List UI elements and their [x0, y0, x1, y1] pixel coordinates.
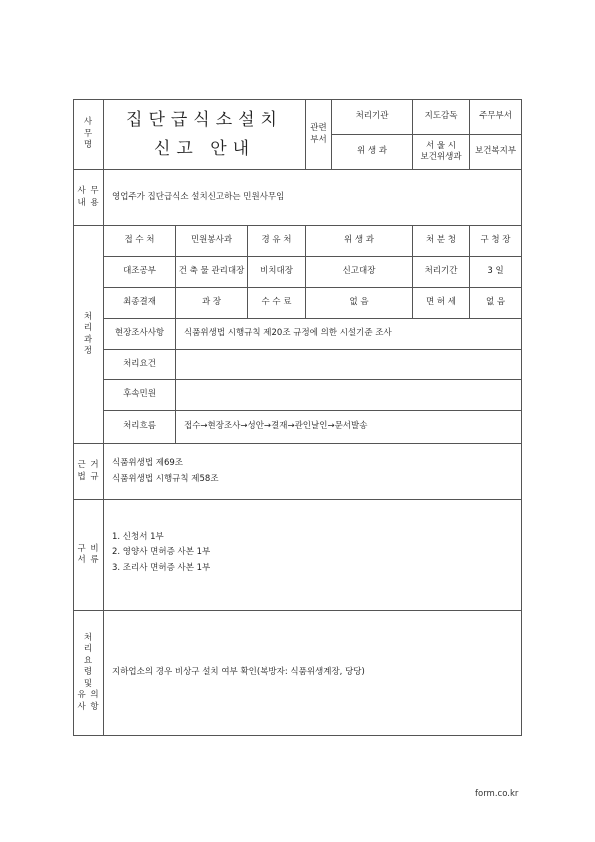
processing-agency-value: 위 생 과: [332, 135, 413, 170]
flow-value: 접수→현장조사→성안→결재→관인날인→문서발송: [176, 411, 522, 444]
via-value: 위 생 과: [306, 226, 413, 257]
flow-label: 처리흐름: [104, 411, 176, 444]
final-approval-value: 과 장: [176, 288, 248, 319]
guidance-label: 지도감독: [413, 100, 470, 135]
keep-ledger-label: 비치대장: [248, 257, 306, 288]
notes-label: 처 리 요 령 및 유 의 사 항: [74, 611, 104, 736]
compare-ledger-value: 건 축 물 관리대장: [176, 257, 248, 288]
basis-label: 근 거 법 규: [74, 444, 104, 500]
guidance-value: 서 울 시 보건위생과: [413, 135, 470, 170]
documents-content: [104, 500, 522, 611]
keep-ledger-value: 신고대장: [306, 257, 413, 288]
process-label: 처 리 과 정: [74, 226, 104, 444]
field-check-label: 현장조사사항: [104, 319, 176, 350]
related-dept-label: 관련 부서: [306, 100, 332, 170]
work-content: 영업주가 집단급식소 설치신고하는 민원사무임: [104, 170, 522, 226]
fee-label: 수 수 료: [248, 288, 306, 319]
period-label: 처리기간: [413, 257, 470, 288]
document-item: 3. 조리사 면허증 사본 1부: [112, 562, 211, 573]
license-tax-value: 없 음: [470, 288, 522, 319]
main-dept-label: 주무부서: [470, 100, 522, 135]
period-value: 3 일: [470, 257, 522, 288]
followup-value: [176, 380, 522, 411]
reception-label: 접 수 처: [104, 226, 176, 257]
main-dept-value: 보건복지부: [470, 135, 522, 170]
basis-line: 식품위생법 제69조: [112, 458, 183, 469]
footer-source: form.co.kr: [475, 789, 519, 799]
license-tax-label: 면 허 세: [413, 288, 470, 319]
office-label: 사 무 명: [74, 100, 104, 170]
basis-content: [104, 444, 522, 500]
disposal-value: 구 청 장: [470, 226, 522, 257]
requirements-label: 처리요건: [104, 350, 176, 380]
processing-agency-label: 처리기관: [332, 100, 413, 135]
page-title: [104, 100, 306, 170]
field-check-value: 식품위생법 시행규칙 제20조 규정에 의한 시설기준 조사: [176, 319, 522, 350]
followup-label: 후속민원: [104, 380, 176, 411]
reception-value: 민원봉사과: [176, 226, 248, 257]
fee-value: 없 음: [306, 288, 413, 319]
documents-label: 구 비 서 류: [74, 500, 104, 611]
document-item: 2. 영양사 면허증 사본 1부: [112, 547, 211, 558]
compare-ledger-label: 대조공부: [104, 257, 176, 288]
document-item: 1. 신청서 1부: [112, 532, 164, 542]
title-line-2: 신고 안내: [153, 138, 256, 159]
via-label: 경 유 처: [248, 226, 306, 257]
guide-form-table: [73, 99, 522, 736]
notes-content: 지하업소의 경우 비상구 설치 여부 확인(복방자: 식품위생계장, 당당): [104, 611, 522, 736]
requirements-value: [176, 350, 522, 380]
final-approval-label: 최종결재: [104, 288, 176, 319]
title-line-1: 집단급식소설치: [126, 109, 283, 130]
disposal-label: 처 분 청: [413, 226, 470, 257]
work-label: 사 무 내 용: [74, 170, 104, 226]
basis-line: 식품위생법 시행규칙 제58조: [112, 473, 219, 484]
